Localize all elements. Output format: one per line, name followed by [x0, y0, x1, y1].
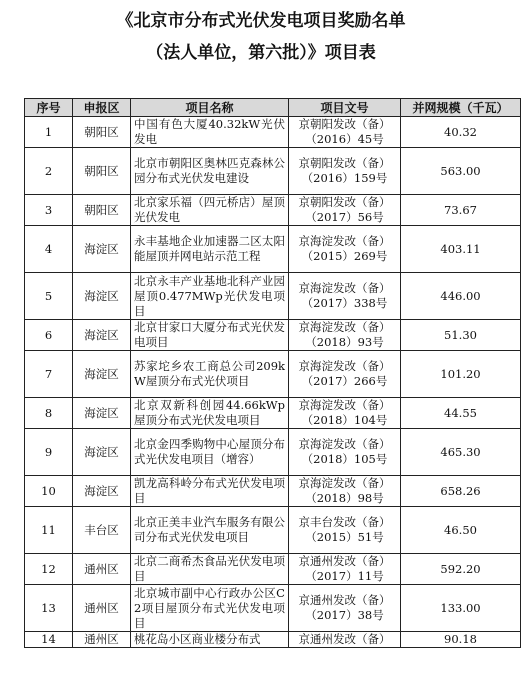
- document-no-line: （2017）11号: [305, 569, 384, 583]
- table-row: [25, 632, 521, 648]
- row-capacity: 563.00: [401, 148, 521, 195]
- row-capacity: 40.32: [401, 117, 521, 148]
- row-project-name: 北京正美丰业汽车服务有限公司分布式光伏发电项目: [131, 507, 289, 554]
- row-number: 8: [25, 398, 73, 429]
- row-document-no: [289, 554, 401, 585]
- document-no-line: （2018）98号: [305, 491, 384, 505]
- document-no-line: （2017）266号: [301, 374, 388, 388]
- document-no-line: 京通州发改（备）: [298, 593, 391, 607]
- document-no-line: 京海淀发改（备）: [298, 437, 391, 451]
- table-row: [25, 429, 521, 476]
- row-project-name: 凯龙高科岭分布式光伏发电项目: [131, 476, 289, 507]
- table-row: [25, 507, 521, 554]
- row-district: 通州区: [73, 585, 131, 632]
- row-district: 朝阳区: [73, 117, 131, 148]
- document-no-line: 京海淀发改（备）: [298, 398, 391, 412]
- table-row: [25, 117, 521, 148]
- table-header-row: [25, 99, 521, 117]
- row-project-name: 北京双新科创园44.66kWp屋顶分布式光伏发电项目: [131, 398, 289, 429]
- document-no-line: 京丰台发改（备）: [298, 515, 391, 529]
- header-document-no: 项目文号: [289, 99, 401, 117]
- row-project-name: 北京金四季购物中心屋顶分布式光伏发电项目（增容）: [131, 429, 289, 476]
- row-document-no: [289, 398, 401, 429]
- table-row: [25, 554, 521, 585]
- document-no-line: 京海淀发改（备）: [298, 476, 391, 490]
- row-capacity: 658.26: [401, 476, 521, 507]
- row-document-no: [289, 476, 401, 507]
- table-row: [25, 351, 521, 398]
- document-no-line: （2018）93号: [305, 335, 384, 349]
- table-row: [25, 320, 521, 351]
- row-capacity: 44.55: [401, 398, 521, 429]
- table-row: [25, 273, 521, 320]
- row-number: 3: [25, 195, 73, 226]
- row-district: 海淀区: [73, 351, 131, 398]
- row-number: 13: [25, 585, 73, 632]
- document-no-line: （2015）269号: [301, 249, 388, 263]
- document-no-line: 京海淀发改（备）: [298, 320, 391, 334]
- row-document-no: [289, 273, 401, 320]
- row-document-no: [289, 226, 401, 273]
- row-district: 海淀区: [73, 273, 131, 320]
- row-project-name: 桃花岛小区商业楼分布式: [131, 632, 289, 648]
- row-capacity: 90.18: [401, 632, 521, 648]
- document-no-line: 京海淀发改（备）: [298, 359, 391, 373]
- document-no-line: （2016）45号: [305, 132, 384, 146]
- row-number: 4: [25, 226, 73, 273]
- row-document-no: [289, 351, 401, 398]
- document-no-line: （2018）104号: [301, 413, 388, 427]
- row-district: 海淀区: [73, 320, 131, 351]
- document-no-line: 京朝阳发改（备）: [298, 117, 391, 131]
- row-project-name: 中国有色大厦40.32kW光伏发电: [131, 117, 289, 148]
- row-project-name: 北京城市副中心行政办公区C2项目屋顶分布式光伏发电项目: [131, 585, 289, 632]
- project-table: [24, 98, 521, 648]
- table-row: [25, 398, 521, 429]
- row-district: 朝阳区: [73, 148, 131, 195]
- row-number: 1: [25, 117, 73, 148]
- row-number: 14: [25, 632, 73, 648]
- row-document-no: [289, 429, 401, 476]
- row-capacity: 465.30: [401, 429, 521, 476]
- row-district: 通州区: [73, 632, 131, 648]
- row-capacity: 101.20: [401, 351, 521, 398]
- table-row: [25, 226, 521, 273]
- table-row: [25, 476, 521, 507]
- row-district: 朝阳区: [73, 195, 131, 226]
- row-document-no: [289, 148, 401, 195]
- document-no-line: （2017）38号: [305, 608, 384, 622]
- table-row: [25, 195, 521, 226]
- header-district: 申报区: [73, 99, 131, 117]
- document-title-line-2: （法人单位，第六批）》项目表: [146, 43, 376, 63]
- table-row: [25, 148, 521, 195]
- row-project-name: 北京永丰产业基地北科产业园屋顶0.477MWp光伏发电项目: [131, 273, 289, 320]
- row-number: 12: [25, 554, 73, 585]
- table-row: [25, 585, 521, 632]
- header-project-name: 项目名称: [131, 99, 289, 117]
- row-district: 丰台区: [73, 507, 131, 554]
- document-no-line: 京朝阳发改（备）: [298, 195, 391, 209]
- row-document-no: [289, 117, 401, 148]
- row-number: 7: [25, 351, 73, 398]
- document-no-line: （2017）56号: [305, 210, 384, 224]
- document-no-line: 京通州发改（备）: [298, 632, 391, 646]
- row-capacity: 51.30: [401, 320, 521, 351]
- row-number: 5: [25, 273, 73, 320]
- document-no-line: 京朝阳发改（备）: [298, 156, 391, 170]
- row-capacity: 46.50: [401, 507, 521, 554]
- row-district: 通州区: [73, 554, 131, 585]
- row-document-no: [289, 507, 401, 554]
- row-capacity: 403.11: [401, 226, 521, 273]
- document-no-line: 京通州发改（备）: [298, 554, 391, 568]
- row-capacity: 73.67: [401, 195, 521, 226]
- row-district: 海淀区: [73, 476, 131, 507]
- header-no: 序号: [25, 99, 73, 117]
- row-project-name: 永丰基地企业加速器二区太阳能屋顶并网电站示范工程: [131, 226, 289, 273]
- row-project-name: 北京二商希杰食品光伏发电项目: [131, 554, 289, 585]
- document-title-line-1: 《北京市分布式光伏发电项目奖励名单: [116, 11, 406, 31]
- row-document-no: [289, 320, 401, 351]
- row-document-no: [289, 585, 401, 632]
- row-number: 2: [25, 148, 73, 195]
- row-document-no: [289, 632, 401, 648]
- row-capacity: 133.00: [401, 585, 521, 632]
- document-no-line: （2015）51号: [305, 530, 384, 544]
- document-no-line: （2016）159号: [301, 171, 388, 185]
- row-project-name: 北京市朝阳区奥林匹克森林公园分布式光伏发电建设: [131, 148, 289, 195]
- row-project-name: 北京甘家口大厦分布式光伏发电项目: [131, 320, 289, 351]
- row-number: 10: [25, 476, 73, 507]
- document-no-line: （2018）105号: [301, 452, 388, 466]
- row-number: 6: [25, 320, 73, 351]
- row-project-name: 苏家坨乡农工商总公司209kW屋顶分布式光伏项目: [131, 351, 289, 398]
- row-capacity: 446.00: [401, 273, 521, 320]
- row-project-name: 北京家乐福（四元桥店）屋顶光伏发电: [131, 195, 289, 226]
- row-number: 9: [25, 429, 73, 476]
- row-number: 11: [25, 507, 73, 554]
- row-document-no: [289, 195, 401, 226]
- document-no-line: 京海淀发改（备）: [298, 281, 391, 295]
- document-no-line: 京海淀发改（备）: [298, 234, 391, 248]
- header-capacity: 并网规模（千瓦）: [401, 99, 521, 117]
- row-district: 海淀区: [73, 226, 131, 273]
- row-district: 海淀区: [73, 398, 131, 429]
- row-district: 海淀区: [73, 429, 131, 476]
- row-capacity: 592.20: [401, 554, 521, 585]
- document-no-line: （2017）338号: [301, 296, 388, 310]
